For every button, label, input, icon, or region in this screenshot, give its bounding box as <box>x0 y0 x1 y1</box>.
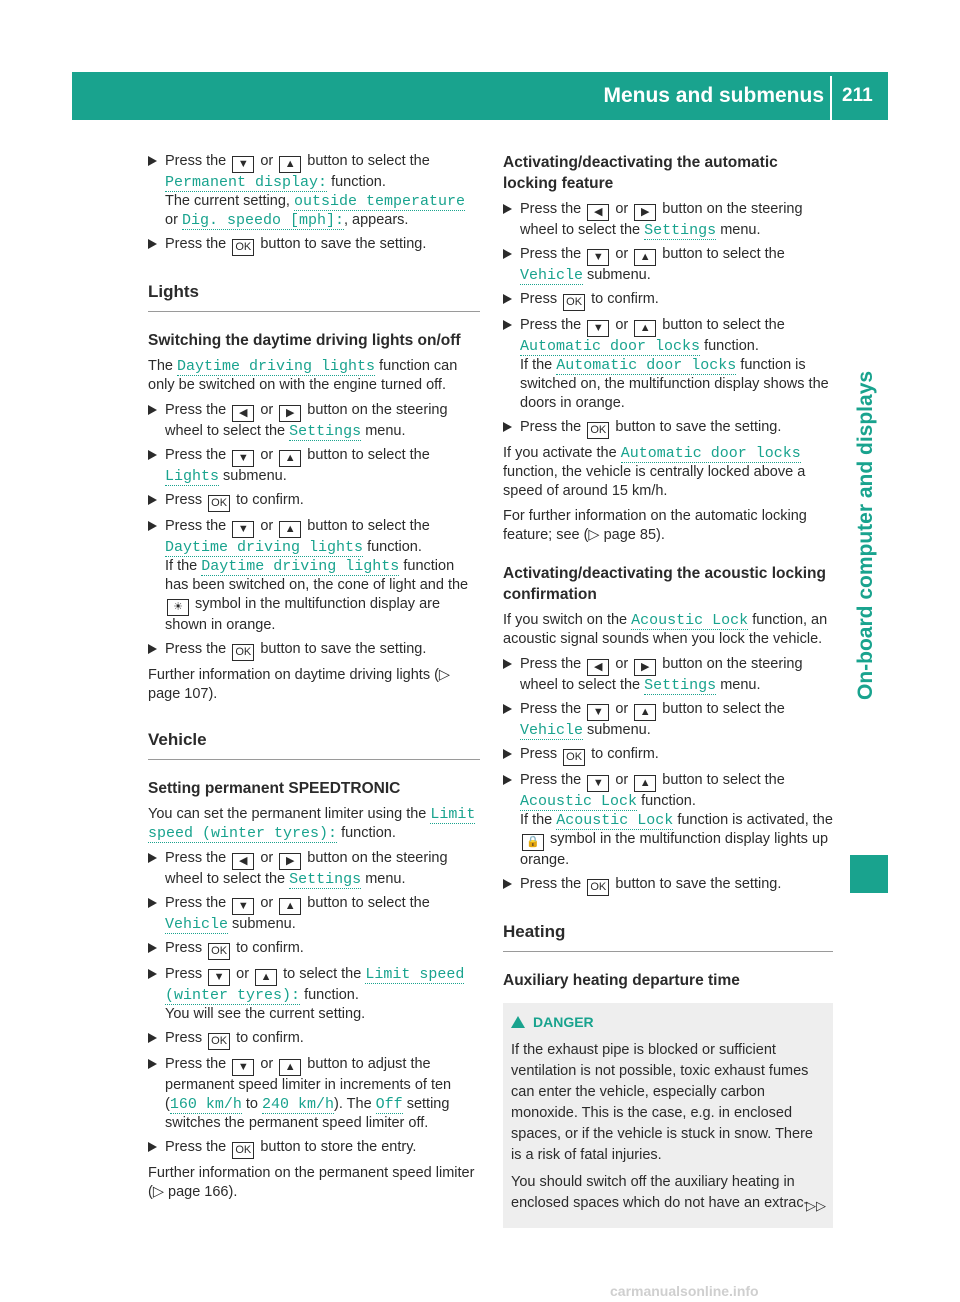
watermark: carmanualsonline.info <box>610 1283 759 1299</box>
step: Press ▼ or ▲ to select the Limit speed (winter tyres): function. You will see the current setting. <box>148 965 480 1024</box>
step: Press the ▼ or ▲ button to select the Acoustic Lock function. If the Acoustic Lock function is activated, the 🔒 symbol in the multifunction display lights up orange. <box>503 771 833 870</box>
up-arrow-icon: ▲ <box>279 156 301 173</box>
menu-term: Daytime driving lights <box>177 358 376 375</box>
paragraph: You can set the permanent limiter using the Limit speed (winter tyres): function. <box>148 806 476 842</box>
menu-term: 160 km/h <box>169 1096 242 1113</box>
step: Press the ▼ or ▲ button to select the Vehicle submenu. <box>503 700 833 740</box>
menu-term: Off <box>375 1096 403 1113</box>
paragraph: If you switch on the Acoustic Lock function, an acoustic signal sounds when you lock the vehicle. <box>503 612 828 647</box>
step: Press the OK button to store the entry. <box>148 1138 480 1159</box>
menu-term: 240 km/h <box>262 1096 335 1113</box>
step: Press OK to confirm. <box>148 939 480 960</box>
right-arrow-icon: ▶ <box>279 853 301 870</box>
paragraph: Further information on the permanent speed limiter (▷ page 166). <box>148 1165 475 1200</box>
ok-key-icon: OK <box>232 644 254 661</box>
step: Press the OK button to save the setting. <box>148 640 480 661</box>
right-arrow-icon: ▶ <box>634 659 656 676</box>
step: Press the ◀ or ▶ button on the steering wheel to select the Settings menu. <box>148 401 480 441</box>
ok-key-icon: OK <box>563 294 585 311</box>
down-arrow-icon: ▼ <box>587 320 609 337</box>
paragraph: The Daytime driving lights function can only be switched on with the engine turned off. <box>148 358 458 393</box>
ok-key-icon: OK <box>587 422 609 439</box>
down-arrow-icon: ▼ <box>232 898 254 915</box>
lock-icon: 🔒 <box>522 834 544 851</box>
sidebar-marker <box>850 855 888 893</box>
menu-term: Daytime driving lights <box>165 539 364 556</box>
right-column <box>503 152 833 1228</box>
paragraph: Further information on daytime driving lights (▷ page 107). <box>148 667 451 702</box>
up-arrow-icon: ▲ <box>279 521 301 538</box>
continued-marker: ▷▷ <box>806 1198 826 1213</box>
up-arrow-icon: ▲ <box>279 1059 301 1076</box>
danger-heading: DANGER <box>511 1013 825 1032</box>
menu-term: Dig. speedo [mph]: <box>181 212 344 229</box>
menu-term: Acoustic Lock <box>631 612 749 629</box>
up-arrow-icon: ▲ <box>279 450 301 467</box>
warning-triangle-icon <box>511 1016 525 1028</box>
danger-notice <box>503 1003 833 1228</box>
up-arrow-icon: ▲ <box>634 775 656 792</box>
step: Press the ▼ or ▲ button to select the Daytime driving lights function. If the Daytime driving lights function has been switched on, the cone of light and the ☀ symbol in the multifunction display are shown in orange. <box>148 517 480 635</box>
menu-term: Acoustic Lock <box>556 812 674 829</box>
subsection-title: Activating/deactivating the automatic locking feature <box>503 154 778 192</box>
step: Press the ▼ or ▲ button to select the Vehicle submenu. <box>148 894 480 934</box>
ok-key-icon: OK <box>587 879 609 896</box>
menu-term: Settings <box>644 677 717 694</box>
menu-term: Settings <box>289 871 362 888</box>
menu-term: Permanent display: <box>165 174 328 191</box>
menu-term: Vehicle <box>165 916 229 933</box>
menu-term: outside temperature <box>293 193 465 210</box>
step: Press OK to confirm. <box>503 745 833 766</box>
ok-key-icon: OK <box>208 1033 230 1050</box>
ok-key-icon: OK <box>563 749 585 766</box>
down-arrow-icon: ▼ <box>587 704 609 721</box>
step: Press the OK button to save the setting. <box>503 875 833 896</box>
step: Press the ◀ or ▶ button on the steering wheel to select the Settings menu. <box>148 849 480 889</box>
subsection-title: Setting permanent SPEEDTRONIC <box>148 780 401 797</box>
step: Press the ▼ or ▲ button to select the Automatic door locks function. If the Automatic door locks function is switched on, the multifunction display shows the doors in orange. <box>503 316 833 413</box>
down-arrow-icon: ▼ <box>232 1059 254 1076</box>
down-arrow-icon: ▼ <box>208 969 230 986</box>
step: Press the ▼ or ▲ button to adjust the permanent speed limiter in increments of ten (160 km/h to 240 km/h). The Off setting switches the permanent speed limiter off. <box>148 1055 480 1133</box>
menu-term: Vehicle <box>520 267 584 284</box>
menu-term: Daytime driving lights <box>201 558 400 575</box>
section-title-heating: Heating <box>503 922 833 952</box>
paragraph: For further information on the automatic locking feature; see (▷ page 85). <box>503 508 807 543</box>
ok-key-icon: OK <box>232 239 254 256</box>
page-header-title: Menus and submenus <box>603 84 824 107</box>
step: Press the ◀ or ▶ button on the steering wheel to select the Settings menu. <box>503 200 833 240</box>
up-arrow-icon: ▲ <box>634 320 656 337</box>
menu-term: Settings <box>289 423 362 440</box>
header-divider <box>830 76 832 120</box>
step: Press the OK button to save the setting. <box>503 418 833 439</box>
menu-term: Acoustic Lock <box>520 793 638 810</box>
down-arrow-icon: ▼ <box>587 249 609 266</box>
subsection-title: Switching the daytime driving lights on/off <box>148 332 461 349</box>
left-column <box>148 152 480 1208</box>
subsection-title: Auxiliary heating departure time <box>503 972 740 989</box>
light-symbol-icon: ☀ <box>167 599 189 616</box>
step: Press OK to confirm. <box>503 290 833 311</box>
step: Press the ◀ or ▶ button on the steering wheel to select the Settings menu. <box>503 655 833 695</box>
step: Press the OK button to save the setting. <box>148 235 480 256</box>
sidebar-section-label: On-board computer and displays <box>854 370 877 700</box>
section-title-lights: Lights <box>148 282 480 312</box>
ok-key-icon: OK <box>208 495 230 512</box>
left-arrow-icon: ◀ <box>587 659 609 676</box>
menu-term: Automatic door locks <box>556 357 737 374</box>
menu-term: Automatic door locks <box>620 445 801 462</box>
step: Press the ▼ or ▲ button to select the Permanent display: function. The current setting, outside temperature or Dig. speedo [mph]:, appears. <box>148 152 480 230</box>
menu-term: Limit speed (winter tyres): <box>148 806 476 842</box>
ok-key-icon: OK <box>208 943 230 960</box>
left-arrow-icon: ◀ <box>232 405 254 422</box>
menu-term: Lights <box>165 468 220 485</box>
menu-term: Limit speed (winter tyres): <box>165 966 465 1004</box>
right-arrow-icon: ▶ <box>279 405 301 422</box>
step: Press the ▼ or ▲ button to select the Lights submenu. <box>148 446 480 486</box>
up-arrow-icon: ▲ <box>634 704 656 721</box>
step: Press OK to confirm. <box>148 491 480 512</box>
page-number: 211 <box>842 85 873 106</box>
subsection-title: Activating/deactivating the acoustic locking confirmation <box>503 565 826 603</box>
up-arrow-icon: ▲ <box>255 969 277 986</box>
danger-text: If the exhaust pipe is blocked or sufficient ventilation is not possible, toxic exhaust fumes can enter the vehicle, especially carbon monoxide. This is the case, e.g. in enclosed spaces, or if the vehicle is stuck in snow. There is a risk of fatal injuries. <box>511 1042 813 1163</box>
step: Press the ▼ or ▲ button to select the Vehicle submenu. <box>503 245 833 285</box>
down-arrow-icon: ▼ <box>587 775 609 792</box>
section-title-vehicle: Vehicle <box>148 730 480 760</box>
menu-term: Settings <box>644 222 717 239</box>
ok-key-icon: OK <box>232 1142 254 1159</box>
danger-text: You should switch off the auxiliary heating in enclosed spaces which do not have an extrac- <box>511 1174 809 1211</box>
menu-term: Vehicle <box>520 722 584 739</box>
left-arrow-icon: ◀ <box>587 204 609 221</box>
right-arrow-icon: ▶ <box>634 204 656 221</box>
up-arrow-icon: ▲ <box>634 249 656 266</box>
left-arrow-icon: ◀ <box>232 853 254 870</box>
down-arrow-icon: ▼ <box>232 156 254 173</box>
paragraph: If you activate the Automatic door locks function, the vehicle is centrally locked above a speed of around 15 km/h. <box>503 445 806 499</box>
up-arrow-icon: ▲ <box>279 898 301 915</box>
down-arrow-icon: ▼ <box>232 521 254 538</box>
down-arrow-icon: ▼ <box>232 450 254 467</box>
menu-term: Automatic door locks <box>520 338 701 355</box>
step: Press OK to confirm. <box>148 1029 480 1050</box>
